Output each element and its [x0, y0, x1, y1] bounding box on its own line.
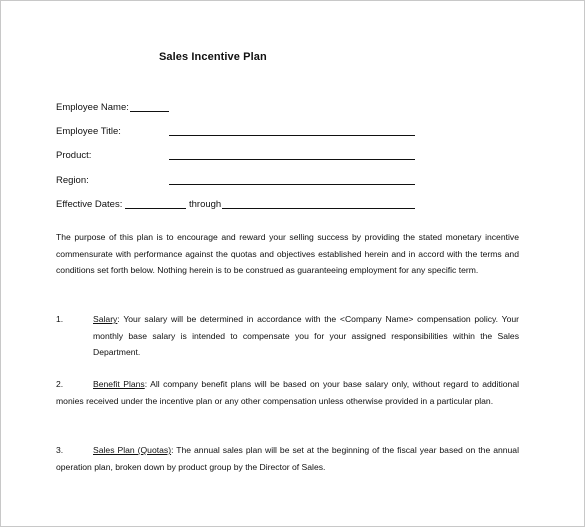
item-text: : All company benefit plans will be based on your base salary only, without regard to additional monies received under the incentive plan or any other compensation unless otherwise provided in a particular plan.: [56, 379, 520, 406]
employee-title-blank[interactable]: [169, 135, 415, 136]
product-label: Product:: [56, 150, 92, 161]
item-text: : Your salary will be determined in accordance with the <Company Name> compensation policy. Your monthly base salary is intended to compensate you for your assigned responsibilities within the Sales Department.: [93, 314, 519, 357]
through-text: through: [189, 199, 222, 210]
item-heading: Salary: [93, 314, 118, 324]
item-body: [56, 376, 519, 409]
item-number: 2.: [56, 379, 64, 389]
region-blank[interactable]: [169, 184, 415, 185]
list-item: [56, 311, 519, 363]
document-title: Sales Incentive Plan: [159, 51, 267, 63]
list-item: [56, 376, 519, 428]
item-heading: Benefit Plans: [93, 379, 145, 389]
intro-paragraph: The purpose of this plan is to encourage and reward your selling success by providing the stated monetary incentive commensurate with performance against the quotas and objectives established herein and in accord with the terms and conditions set forth below. Nothing herein is to be construed as guaranteeing employment for any specific term.: [56, 232, 519, 275]
item-heading: Sales Plan (Quotas): [93, 445, 172, 455]
effective-date-end-blank[interactable]: [222, 208, 415, 209]
employee-name-label: Employee Name:: [56, 102, 129, 113]
effective-date-start-blank[interactable]: [125, 208, 186, 209]
employee-name-blank[interactable]: [130, 111, 169, 112]
effective-dates-label: Effective Dates:: [56, 199, 123, 210]
list-item: [56, 442, 519, 478]
item-number: 3.: [56, 445, 64, 455]
employee-title-label: Employee Title:: [56, 126, 121, 137]
region-label: Region:: [56, 175, 89, 186]
item-body: [93, 311, 519, 361]
item-text: : The annual sales plan will be set at the beginning of the fiscal year based on the annual operation plan, broken down by product group by the Director of Sales.: [56, 445, 519, 472]
item-number: 1.: [56, 314, 64, 324]
item-body: [56, 442, 519, 475]
product-blank[interactable]: [169, 159, 415, 160]
